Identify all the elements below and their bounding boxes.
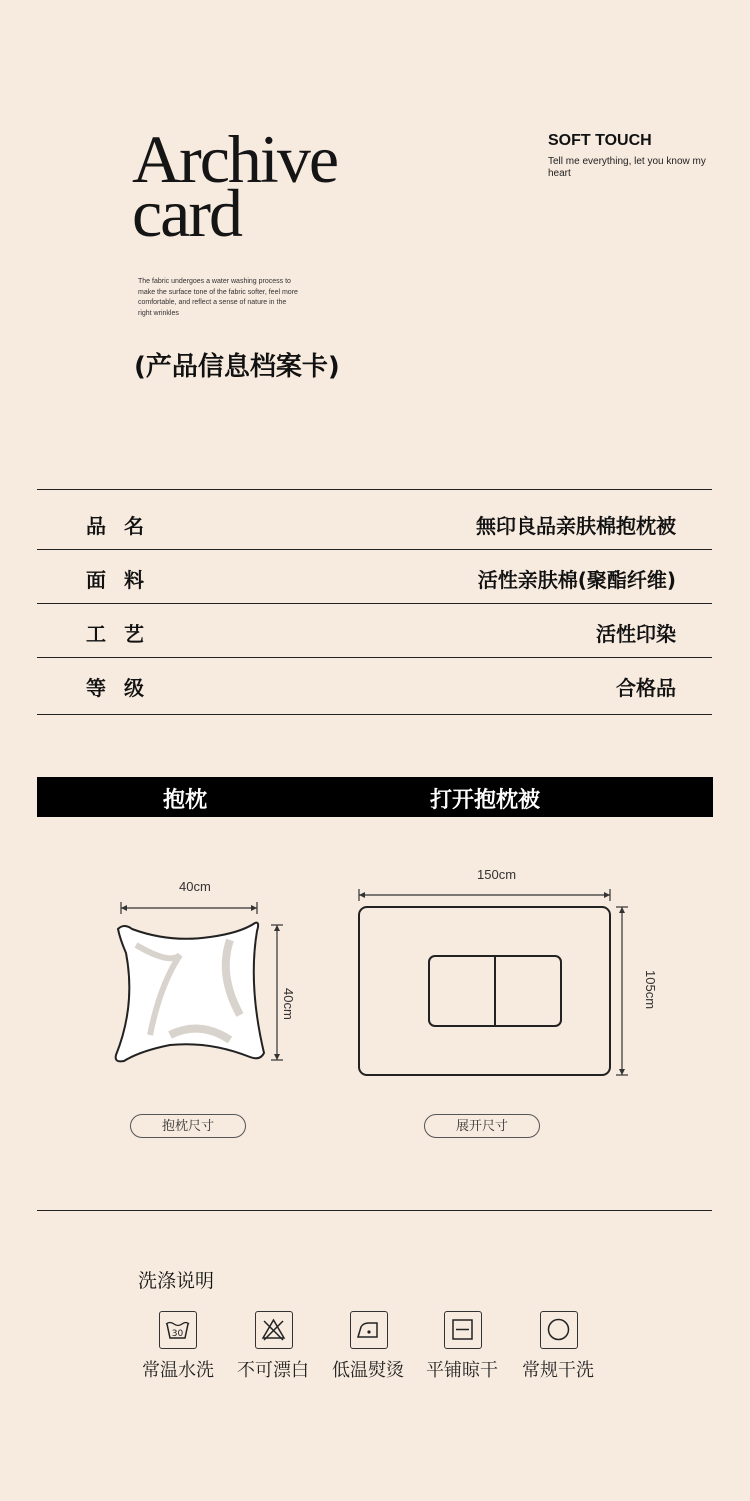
pillow-width-label: 40cm <box>179 879 211 894</box>
brand-subtitle: Tell me everything, let you know my heart <box>548 156 706 179</box>
blanket-illustration <box>350 885 640 1085</box>
row-label: 面料 <box>86 568 162 592</box>
banner-blanket-label: 打开抱枕被 <box>430 788 541 813</box>
table-row <box>37 658 712 715</box>
care-label: 低温熨烫 <box>332 1360 404 1381</box>
blanket-width-label: 150cm <box>477 867 517 882</box>
care-label: 常温水洗 <box>142 1360 214 1381</box>
table-row <box>37 496 712 550</box>
banner-pillow-label: 抱枕 <box>163 788 208 813</box>
wash-30-icon <box>159 1311 197 1349</box>
title-line-archive: Archive <box>132 121 338 197</box>
washing-title: 洗涤说明 <box>138 1270 215 1292</box>
row-value: 無印良品亲肤棉抱枕被 <box>476 514 676 538</box>
row-value: 活性印染 <box>596 622 676 646</box>
table-top-border <box>37 489 712 490</box>
row-label: 品名 <box>86 514 162 538</box>
fabric-description: The fabric undergoes a water washing process to make the surface tone of the fabric softer, feel more comfortable, and reflect a sense of nature in the right wrinkles <box>138 278 298 317</box>
table-row <box>37 550 712 604</box>
blanket-size-caption: 展开尺寸 <box>424 1114 540 1138</box>
row-label: 等级 <box>86 676 162 700</box>
dry-clean-icon <box>540 1311 578 1349</box>
info-card-heading: (产品信息档案卡) <box>134 352 340 382</box>
section-divider <box>37 1210 712 1211</box>
blanket-height-label: 105cm <box>643 970 658 1010</box>
brand-title: SOFT TOUCH <box>548 132 652 149</box>
care-label: 平铺晾干 <box>426 1360 498 1381</box>
row-value: 合格品 <box>616 676 676 700</box>
archive-card-title <box>132 121 338 251</box>
pillow-height-label: 40cm <box>281 988 296 1020</box>
pillow-size-caption: 抱枕尺寸 <box>130 1114 246 1138</box>
mode-banner <box>37 777 713 817</box>
wash-temp-badge: 30 <box>171 1329 184 1339</box>
row-label: 工艺 <box>86 622 162 646</box>
low-iron-icon <box>350 1311 388 1349</box>
pillow-illustration <box>110 895 310 1075</box>
care-label: 常规干洗 <box>522 1360 594 1381</box>
care-label: 不可漂白 <box>237 1360 309 1381</box>
dry-flat-icon <box>444 1311 482 1349</box>
row-value: 活性亲肤棉(聚酯纤维) <box>477 568 676 592</box>
no-bleach-icon <box>255 1311 293 1349</box>
title-line-card: card <box>132 175 242 251</box>
table-row <box>37 604 712 658</box>
